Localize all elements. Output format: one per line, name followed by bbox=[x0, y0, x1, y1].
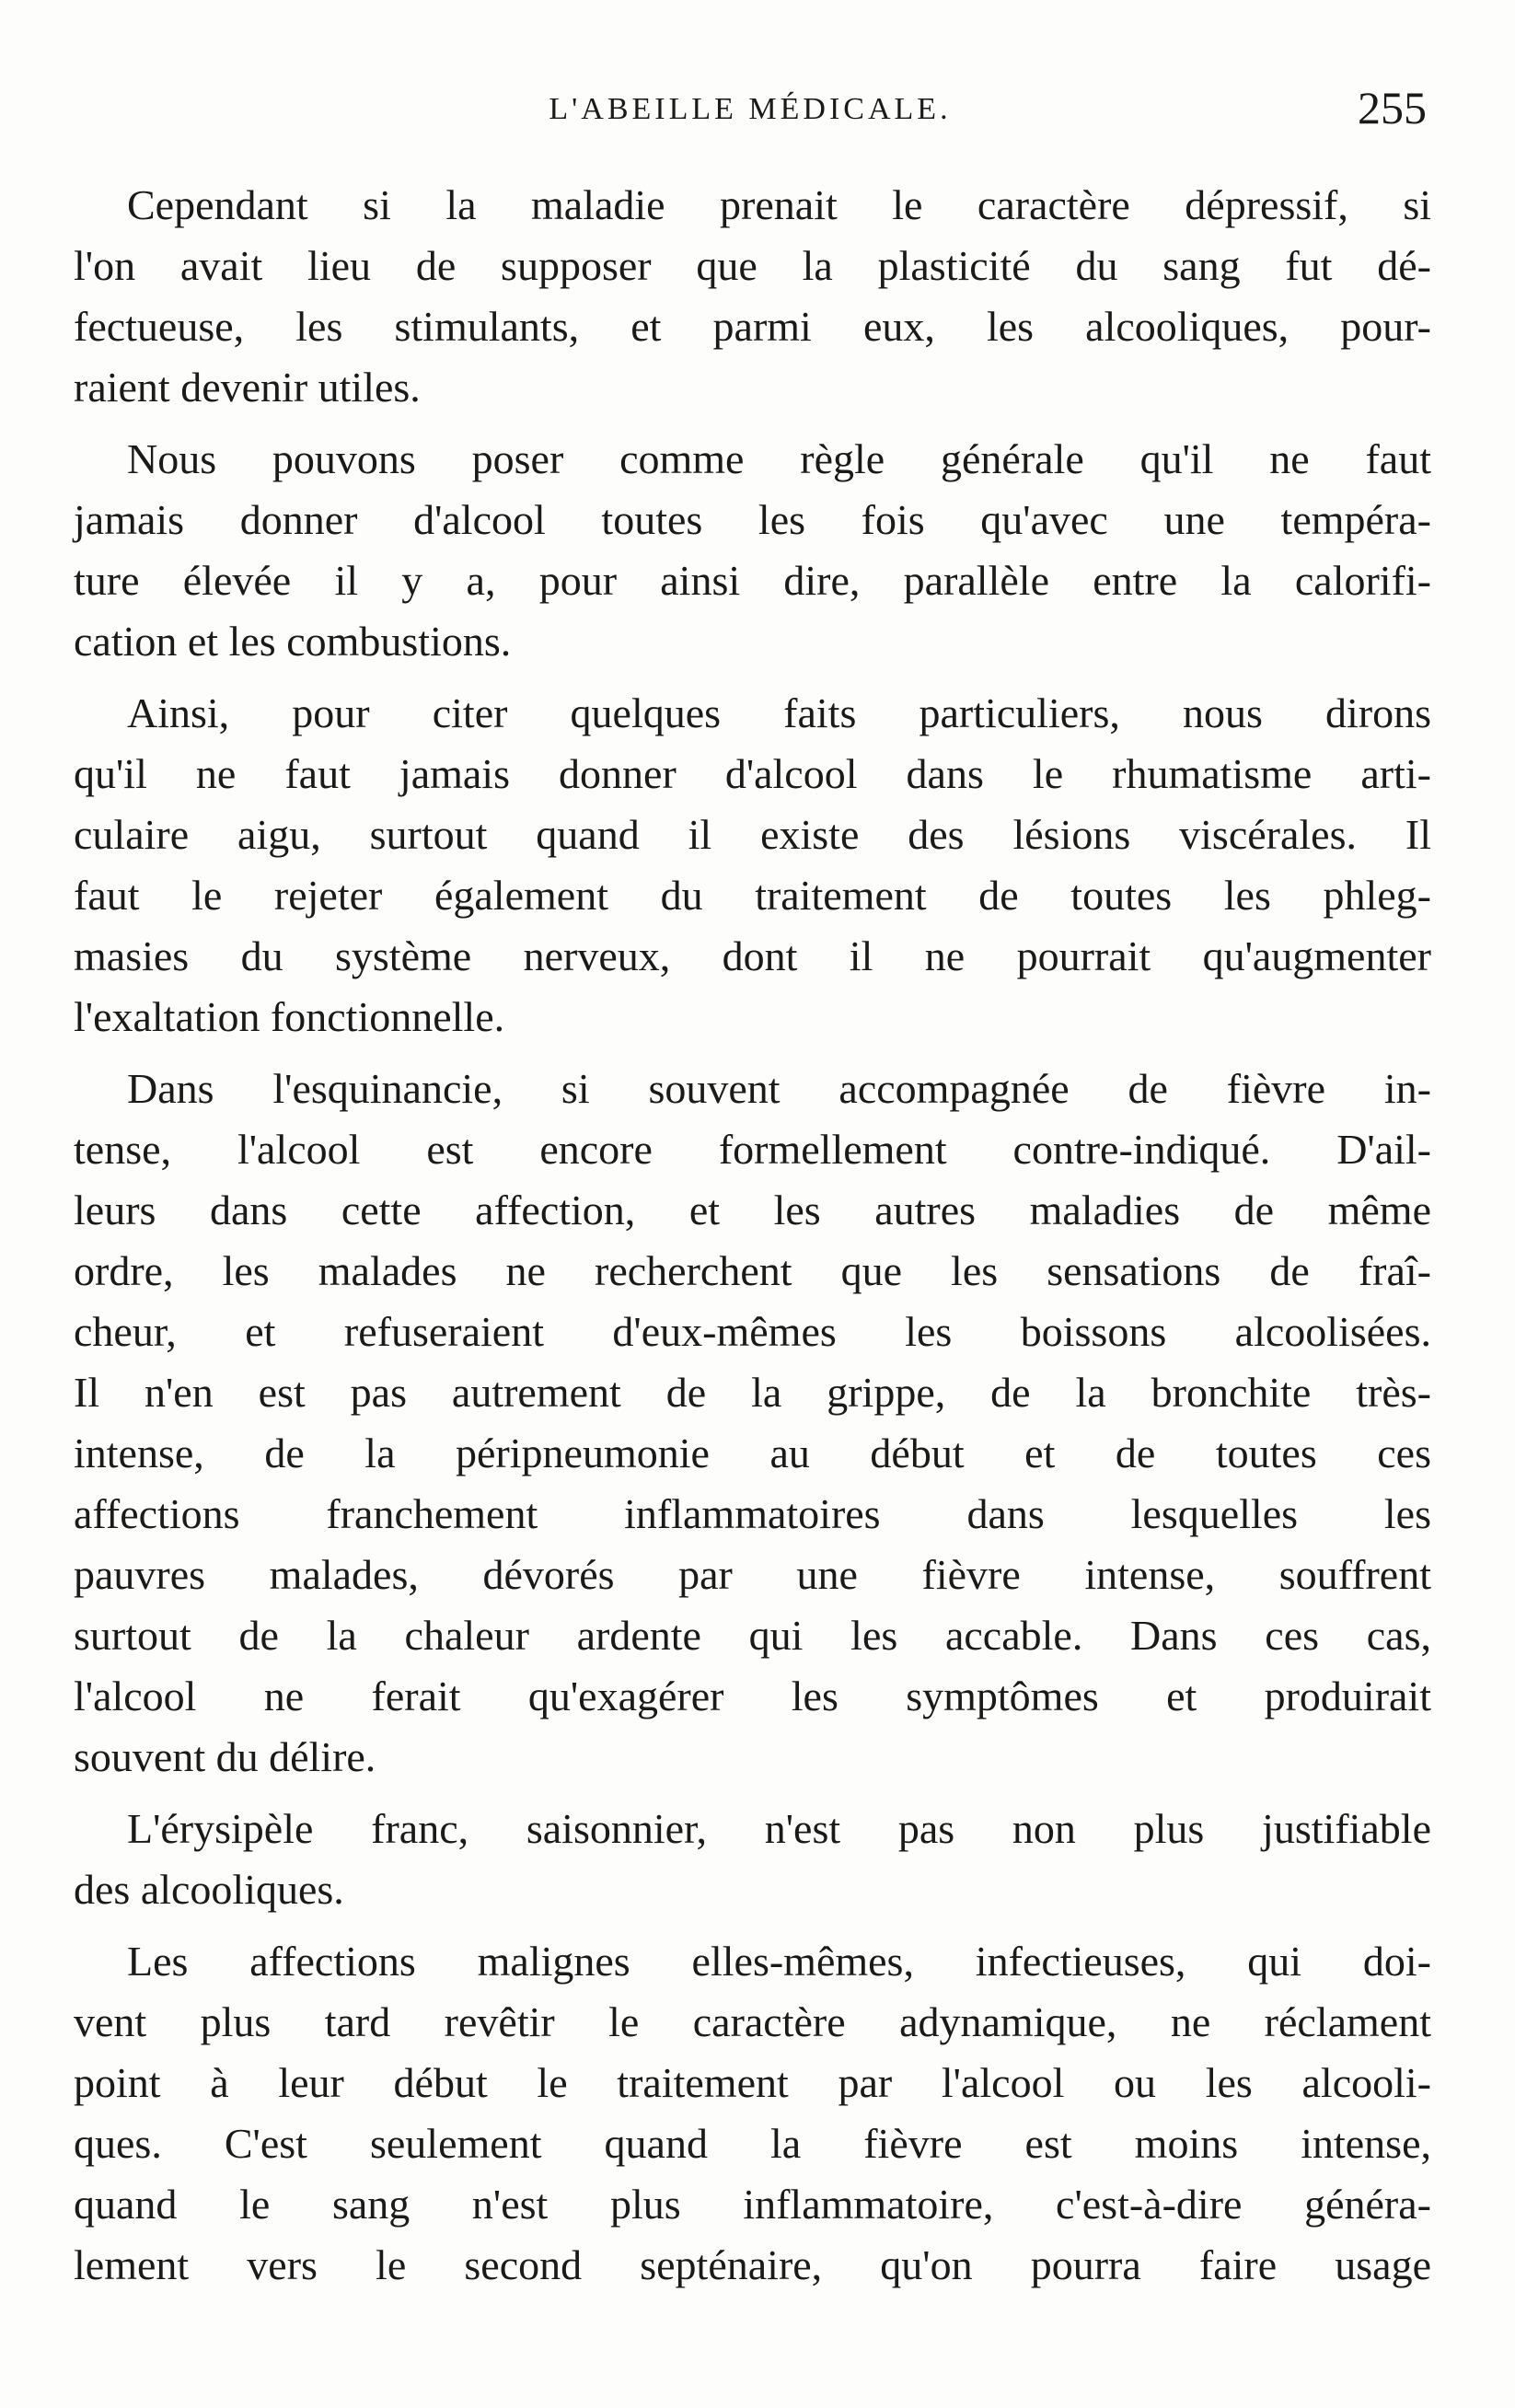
text-line: Dans l'esquinancie, si souvent accompagnée de fièvre in- bbox=[127, 1065, 1431, 1112]
text-line: pauvres malades, dévorés par une fièvre intense, souffrent bbox=[74, 1551, 1431, 1598]
text-line: l'on avait lieu de supposer que la plasticité du sang fut dé- bbox=[74, 242, 1431, 289]
text-line: affections franchement inflammatoires dans lesquelles les bbox=[74, 1490, 1431, 1537]
text-line: faut le rejeter également du traitement de toutes les phleg- bbox=[74, 872, 1431, 919]
text-line: ques. C'est seulement quand la fièvre est moins intense, bbox=[74, 2120, 1431, 2167]
paragraph bbox=[74, 175, 1431, 418]
text-line: leurs dans cette affection, et les autres maladies de même bbox=[74, 1187, 1431, 1233]
paragraph bbox=[74, 1059, 1431, 1788]
text-line: point à leur début le traitement par l'alcool ou les alcooli- bbox=[74, 2059, 1431, 2106]
text-line: quand le sang n'est plus inflammatoire, c'est-à-dire généra- bbox=[74, 2181, 1431, 2228]
text-line: raient devenir utiles. bbox=[74, 364, 421, 411]
text-line: intense, de la péripneumonie au début et de toutes ces bbox=[74, 1430, 1431, 1476]
text-line: L'érysipèle franc, saisonnier, n'est pas non plus justifiable bbox=[127, 1805, 1431, 1852]
text-line: vent plus tard revêtir le caractère adynamique, ne réclament bbox=[74, 1998, 1431, 2045]
text-line: lement vers le second septénaire, qu'on pourra faire usage bbox=[74, 2241, 1431, 2288]
text-line: souvent du délire. bbox=[74, 1733, 376, 1780]
text-line: Nous pouvons poser comme règle générale qu'il ne faut bbox=[127, 435, 1431, 482]
text-line: cation et les combustions. bbox=[74, 618, 512, 665]
paragraph bbox=[74, 1931, 1431, 2296]
text-line: Ainsi, pour citer quelques faits particuliers, nous dirons bbox=[127, 689, 1431, 736]
paragraph bbox=[74, 429, 1431, 672]
text-line: cheur, et refuseraient d'eux-mêmes les boissons alcoolisées. bbox=[74, 1308, 1431, 1355]
text-line: jamais donner d'alcool toutes les fois qu'avec une tempéra- bbox=[74, 496, 1431, 543]
text-line: fectueuse, les stimulants, et parmi eux, les alcooliques, pour- bbox=[74, 303, 1431, 350]
text-line: masies du système nerveux, dont il ne pourrait qu'augmenter bbox=[74, 932, 1431, 979]
text-line: Il n'en est pas autrement de la grippe, de la bronchite très- bbox=[74, 1369, 1431, 1416]
text-line: culaire aigu, surtout quand il existe des lésions viscérales. Il bbox=[74, 811, 1431, 858]
text-line: Les affections malignes elles-mêmes, infectieuses, qui doi- bbox=[127, 1938, 1431, 1985]
body-text bbox=[74, 175, 1431, 2307]
text-line: des alcooliques. bbox=[74, 1866, 344, 1913]
page-number: 255 bbox=[1358, 82, 1427, 133]
running-head bbox=[74, 81, 1427, 136]
text-line: ordre, les malades ne recherchent que les sensations de fraî- bbox=[74, 1247, 1431, 1294]
text-line: Cependant si la maladie prenait le caractère dépressif, si bbox=[127, 181, 1431, 228]
text-line: qu'il ne faut jamais donner d'alcool dans le rhumatisme arti- bbox=[74, 750, 1431, 797]
paragraph bbox=[74, 1799, 1431, 1920]
text-line: l'exaltation fonctionnelle. bbox=[74, 993, 505, 1040]
text-line: l'alcool ne ferait qu'exagérer les symptômes et produirait bbox=[74, 1673, 1431, 1719]
text-line: tense, l'alcool est encore formellement contre-indiqué. D'ail- bbox=[74, 1126, 1431, 1173]
text-line: surtout de la chaleur ardente qui les accable. Dans ces cas, bbox=[74, 1612, 1431, 1659]
running-title: L'ABEILLE MÉDICALE. bbox=[549, 92, 952, 126]
text-line: ture élevée il y a, pour ainsi dire, parallèle entre la calorifi- bbox=[74, 557, 1431, 604]
paragraph bbox=[74, 683, 1431, 1048]
